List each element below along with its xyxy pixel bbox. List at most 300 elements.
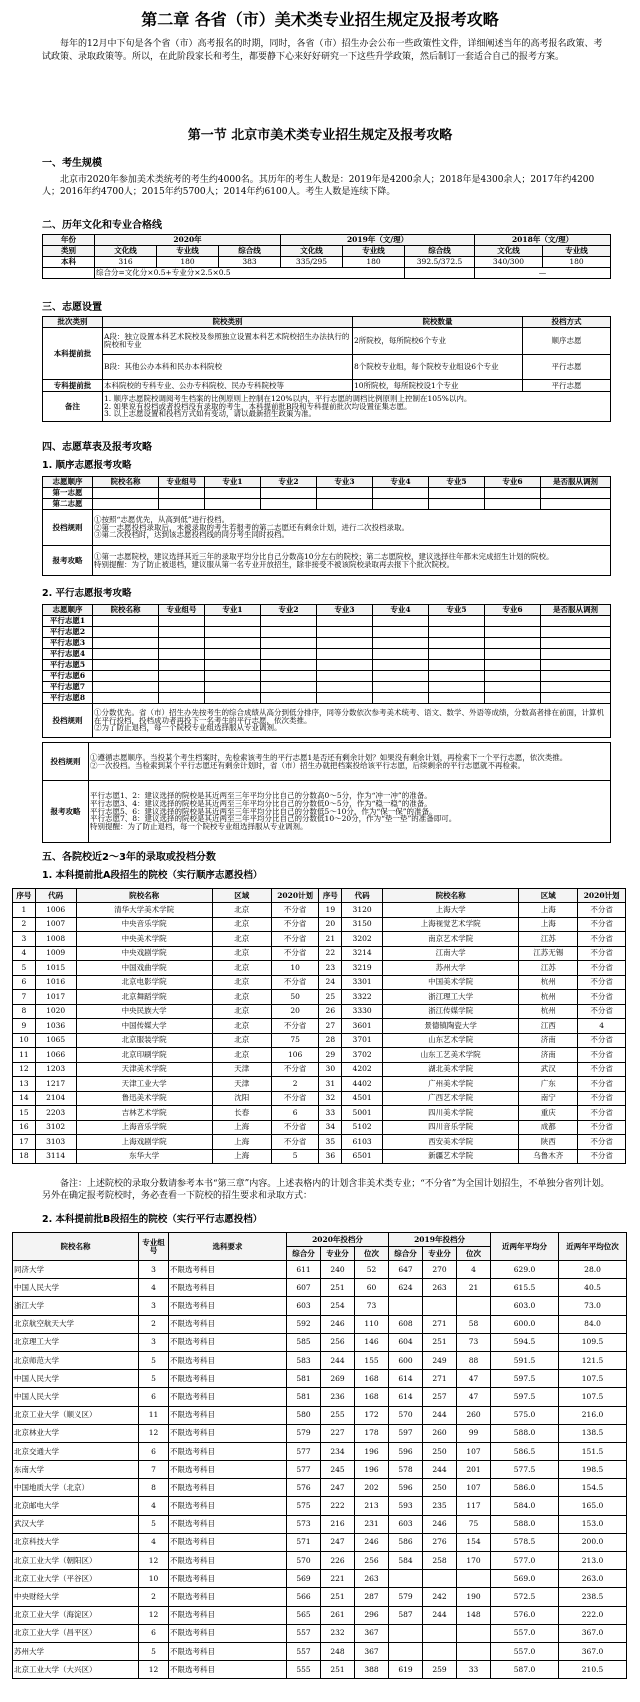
table-row <box>13 903 626 918</box>
table-cell: 重庆 <box>519 1106 578 1121</box>
table-cell: 260 <box>457 1406 491 1424</box>
table-cell: 9 <box>13 1019 36 1034</box>
table-cell: 中国人民大学 <box>13 1388 139 1406</box>
table-cell: 154 <box>457 1533 491 1551</box>
table-cell: 13 <box>13 1077 36 1092</box>
table-cell: 248 <box>321 1642 355 1660</box>
table-cell: 不限选考科目 <box>169 1461 287 1479</box>
table-cell: 569.0 <box>491 1570 559 1588</box>
table-cell: 296 <box>355 1606 389 1624</box>
table-cell: 557 <box>287 1624 321 1642</box>
table-row <box>13 1661 627 1679</box>
table-cell: 北京工业大学（平谷区） <box>13 1570 139 1588</box>
table-cell: 581 <box>287 1370 321 1388</box>
table-header-cell: 专业3 <box>317 605 373 616</box>
table-cell: 不限选考科目 <box>169 1588 287 1606</box>
row-label: 平行志愿5 <box>43 660 93 671</box>
table-cell: 6 <box>139 1442 169 1460</box>
table-cell: 上海 <box>212 1149 271 1164</box>
table-cell: 259 <box>423 1661 457 1679</box>
table-cell: 565 <box>287 1606 321 1624</box>
table-cell: 107.5 <box>559 1370 627 1388</box>
table-cell: 1017 <box>35 990 76 1005</box>
table-row <box>13 1297 627 1315</box>
table-cell: 3202 <box>342 932 383 947</box>
batch-a-note: 备注：上述院校的录取分数请参考本书“第三章”内容。上述表格内的计划含非美术类专业；“不分省”为全国计划招生，不单独分省列计划。另外在确定报考院校时，务必查看一下院校的招生要求和录取方式： <box>42 1179 610 1201</box>
table-cell: 上海 <box>212 1120 271 1135</box>
chapter-title: 第二章 各省（市）美术类专业招生规定及报考攻略 <box>141 10 499 29</box>
table-cell: 577 <box>287 1461 321 1479</box>
table-cell: 乌鲁木齐 <box>519 1149 578 1164</box>
table-cell: 4 <box>139 1279 169 1297</box>
table-cell: 中国人民大学 <box>13 1279 139 1297</box>
table-cell: 579 <box>389 1588 423 1606</box>
table-cell: 28 <box>319 1033 342 1048</box>
table-cell: 成都 <box>519 1120 578 1135</box>
table-cell: 不分省 <box>578 961 626 976</box>
table-row <box>13 1077 626 1092</box>
table-cell: 2 <box>271 1077 319 1092</box>
table-cell: 广东 <box>519 1077 578 1092</box>
header-2019: 2019年（文/理） <box>281 235 475 246</box>
table-cell: 不限选考科目 <box>169 1606 287 1624</box>
table-cell: 上海音乐学院 <box>76 1120 212 1135</box>
table-cell: 110 <box>355 1315 389 1333</box>
table-cell: 570 <box>287 1552 321 1570</box>
table-row <box>43 638 611 649</box>
table-cell: 246 <box>321 1315 355 1333</box>
table-cell: 216.0 <box>559 1406 627 1424</box>
table-cell: 山东工艺美术学院 <box>383 1048 519 1063</box>
table-cell: 4 <box>457 1261 491 1279</box>
table-cell: 250 <box>423 1479 457 1497</box>
table-cell: 1006 <box>35 903 76 918</box>
table-cell: 1203 <box>35 1062 76 1077</box>
table-cell: 不限选考科目 <box>169 1279 287 1297</box>
table-cell: 190 <box>457 1588 491 1606</box>
table-cell: 221 <box>321 1570 355 1588</box>
table-cell: 50 <box>271 990 319 1005</box>
table-row <box>13 932 626 947</box>
row-label: 平行志愿6 <box>43 671 93 682</box>
table-cell: 4402 <box>342 1077 383 1092</box>
table-cell: 不分省 <box>578 917 626 932</box>
table-cell: 165.0 <box>559 1497 627 1515</box>
table-cell: 陕西 <box>519 1135 578 1150</box>
table-cell: 584.0 <box>491 1497 559 1515</box>
parallel-draft-table: 志愿顺序 院校名称 专业组号 专业1 专业2 专业3 专业4 专业5 专业6 是否服从调剂 平行志愿1 平行志愿2 平行志愿3 平行志愿4 平行志愿5 平行志愿6 平行志愿7 平行志愿8 投档规则 ①分数优先。省（市）招生办先按考生的综合成绩从高分到低分排序，同等分数依次参考美术统考、语文、数学、外语等成绩，分数高者排在前面，计算机在平行投档，投档成功者再投下一名考生的平行志愿，依次类推。 ②为了防止退档，每一个院校专业组选择服从专业调剂。 <box>42 604 611 738</box>
table-cell: 16 <box>13 1120 36 1135</box>
table-cell: 251 <box>321 1588 355 1606</box>
table-cell: 不限选考科目 <box>169 1661 287 1679</box>
table-cell: 北京 <box>212 1019 271 1034</box>
table-cell: 15 <box>13 1106 36 1121</box>
table-cell: 58 <box>457 1315 491 1333</box>
table-cell: 588.0 <box>491 1515 559 1533</box>
table-cell: 251 <box>423 1333 457 1351</box>
table-cell: 中国人民大学 <box>13 1370 139 1388</box>
table-cell: 232 <box>321 1624 355 1642</box>
table-cell: 106 <box>271 1048 319 1063</box>
table-cell: 597 <box>389 1424 423 1442</box>
table-cell: 611 <box>287 1261 321 1279</box>
table-cell: 12 <box>139 1552 169 1570</box>
table-cell: 2 <box>13 917 36 932</box>
table-row <box>13 1062 626 1077</box>
table-cell: 84.0 <box>559 1315 627 1333</box>
table-cell: 200.0 <box>559 1533 627 1551</box>
table-cell: 608 <box>389 1315 423 1333</box>
table-cell: 624 <box>389 1279 423 1297</box>
table-cell: 73 <box>457 1333 491 1351</box>
table-header-cell: 专业5 <box>429 477 485 488</box>
table-cell: 不分省 <box>578 1048 626 1063</box>
table-cell: 不限选考科目 <box>169 1533 287 1551</box>
heading-draft-form: 四、志愿草表及报考攻略 <box>42 442 152 453</box>
table-cell: 山东艺术学院 <box>383 1033 519 1048</box>
table-cell: 20 <box>319 917 342 932</box>
table-cell: 江西 <box>519 1019 578 1034</box>
table-cell: 4 <box>13 946 36 961</box>
table-cell: 不分省 <box>271 1091 319 1106</box>
table-cell: 594.5 <box>491 1333 559 1351</box>
heading-score-lines: 二、历年文化和专业合格线 <box>42 220 162 231</box>
table-cell: 579 <box>287 1424 321 1442</box>
table-cell: 29 <box>319 1048 342 1063</box>
table-cell: 32 <box>319 1091 342 1106</box>
table-cell: 上海 <box>212 1135 271 1150</box>
table-cell: 不分省 <box>578 1077 626 1092</box>
table-cell: 583 <box>287 1351 321 1369</box>
table-cell: 天津工业大学 <box>76 1077 212 1092</box>
table-cell <box>389 1642 423 1660</box>
table-cell: 8 <box>139 1479 169 1497</box>
table-cell: 23 <box>319 961 342 976</box>
table-row <box>13 1315 627 1333</box>
table-cell: 257 <box>423 1388 457 1406</box>
table-cell: 不分省 <box>578 1120 626 1135</box>
table-cell: 不限选考科目 <box>169 1515 287 1533</box>
table-row <box>13 1004 626 1019</box>
table-cell: 21 <box>319 932 342 947</box>
table-cell: 250 <box>423 1442 457 1460</box>
table-header-cell: 专业2 <box>261 477 317 488</box>
table-header-cell: 志愿顺序 <box>43 477 93 488</box>
table-cell: 北京工业大学（大兴区） <box>13 1661 139 1679</box>
table-row <box>13 1442 627 1460</box>
table-cell: 6 <box>13 975 36 990</box>
table-cell: 不分省 <box>578 1091 626 1106</box>
table-header-cell: 区域 <box>212 889 271 903</box>
table-row <box>13 1106 626 1121</box>
table-row <box>13 1570 627 1588</box>
table-row <box>13 1515 627 1533</box>
table-row <box>13 961 626 976</box>
table-cell: 629.0 <box>491 1261 559 1279</box>
table-cell: 21 <box>457 1279 491 1297</box>
table-row <box>13 1370 627 1388</box>
table-cell: 584 <box>389 1552 423 1570</box>
table-cell: 40.5 <box>559 1279 627 1297</box>
table-cell: 不分省 <box>578 946 626 961</box>
table-cell: 580 <box>287 1406 321 1424</box>
row-label: 平行志愿7 <box>43 682 93 693</box>
table-cell: 西安美术学院 <box>383 1135 519 1150</box>
table-row <box>13 1624 627 1642</box>
table-cell: 北京交通大学 <box>13 1442 139 1460</box>
table-cell <box>389 1624 423 1642</box>
table-cell: 151.5 <box>559 1442 627 1460</box>
table-row <box>13 1388 627 1406</box>
table-header-cell: 2020计划 <box>578 889 626 903</box>
table-cell: 367 <box>355 1642 389 1660</box>
table-cell: 222 <box>321 1497 355 1515</box>
table-cell: 146 <box>355 1333 389 1351</box>
table-row <box>13 1588 627 1606</box>
table-cell: 615.5 <box>491 1279 559 1297</box>
table-cell: 北京 <box>212 961 271 976</box>
table-cell: 109.5 <box>559 1333 627 1351</box>
table-cell: 2104 <box>35 1091 76 1106</box>
table-cell: 中央财经大学 <box>13 1588 139 1606</box>
table-cell: 153.0 <box>559 1515 627 1533</box>
table-cell: 不限选考科目 <box>169 1261 287 1279</box>
table-cell: 不限选考科目 <box>169 1624 287 1642</box>
table-cell: 168 <box>355 1370 389 1388</box>
table-cell: 中国戏曲学院 <box>76 961 212 976</box>
table-cell: 北京 <box>212 903 271 918</box>
table-cell: 28.0 <box>559 1261 627 1279</box>
table-cell: 北京 <box>212 975 271 990</box>
table-cell: 603.0 <box>491 1297 559 1315</box>
table-cell: 6103 <box>342 1135 383 1150</box>
table-header-cell: 专业5 <box>429 605 485 616</box>
table-cell: 138.5 <box>559 1424 627 1442</box>
table-cell: 11 <box>139 1406 169 1424</box>
row-label: 平行志愿1 <box>43 616 93 627</box>
table-cell: 586.0 <box>491 1479 559 1497</box>
section-title: 第一节 北京市美术类专业招生规定及报考攻略 <box>187 128 453 143</box>
table-cell: 不分省 <box>271 917 319 932</box>
table-cell: 北京服装学院 <box>76 1033 212 1048</box>
table-cell: 210.5 <box>559 1661 627 1679</box>
table-cell: 5001 <box>342 1106 383 1121</box>
table-cell: 武汉 <box>519 1062 578 1077</box>
table-row <box>13 1048 626 1063</box>
table-cell: 上海 <box>519 903 578 918</box>
table-cell: 长春 <box>212 1106 271 1121</box>
table-cell: 江南大学 <box>383 946 519 961</box>
heading-batch-b: 2. 本科提前批B段招生的院校（实行平行志愿投档） <box>42 1214 263 1225</box>
table-cell: 575 <box>287 1497 321 1515</box>
table-cell: 3301 <box>342 975 383 990</box>
table-cell: 236 <box>321 1388 355 1406</box>
table-cell: 不限选考科目 <box>169 1351 287 1369</box>
table-cell: 5 <box>139 1642 169 1660</box>
table-cell: 杭州 <box>519 990 578 1005</box>
table-cell: 99 <box>457 1424 491 1442</box>
table-cell: 浙江大学 <box>13 1297 139 1315</box>
table-cell <box>457 1624 491 1642</box>
table-cell: 北京 <box>212 917 271 932</box>
table-row <box>13 1479 627 1497</box>
table-cell: 不限选考科目 <box>169 1333 287 1351</box>
table-cell: 75 <box>271 1033 319 1048</box>
batch-b-table: 院校名称 专业组号 选科要求 2020年投档分 2019年投档分 近两年平均分 近两年平均位次 综合分 专业分 位次 综合分 专业分 位次 同济大学 3 不限选考科目 611 240 52 647 270 4 629.0 28.0 中国人民大学 4 不限选考科目 607 251 60 624 263 21 615.5 40.5 浙江大学 3 不限选考科目 603 254 73 603.0 73.0 北京航空航天大学 2 不限选考科目 592 246 110 608 271 58 600.0 84.0 北京理工大学 3 不限选考科目 585 256 146 604 251 73 594.5 109.5 北京师范大学 5 不限选考科目 583 244 155 600 249 88 591.5 121.5 中国人民大学 5 不限选考科目 581 269 168 614 271 47 597.5 107.5 中国人民大学 6 不限选考科目 581 236 168 614 257 47 597.5 107.5 北京工业大学（顺义区） 11 不限选考科目 580 255 172 570 244 260 575.0 216.0 北京林业大学 12 不限选考科目 579 227 178 597 260 99 588.0 138.5 北京交通大学 6 不限选考科目 577 234 196 596 250 107 586.5 151.5 东南大学 7 不限选考科目 577 245 196 578 244 201 577.5 198.5 中国地质大学（北京） 8 不限选考科目 576 247 202 596 250 107 586.0 154.5 北京邮电大学 4 不限选考科目 575 222 213 593 235 117 584.0 165.0 武汉大学 5 不限选考科目 573 216 231 603 246 75 588.0 153.0 北京科技大学 4 不限选考科目 571 247 246 586 276 154 578.5 200.0 北京工业大学（朝阳区） 12 不限选考科目 570 226 256 584 258 170 577.0 213.0 北京工业大学（平谷区） 10 不限选考科目 569 221 263 569.0 263.0 中央财经大学 2 不限选考科目 566 251 287 579 242 190 572.5 238.5 北京工业大学（海淀区） 12 不限选考科目 565 261 296 587 244 148 576.0 222.0 北京工业大学（昌平区） 6 不限选考科目 557 232 367 557.0 367.0 苏州大学 5 不限选考科目 557 248 367 557.0 367.0 北京工业大学（大兴区） 12 不限选考科目 555 251 388 619 259 33 587.0 210.5 <box>12 1232 627 1679</box>
table-cell: 577.5 <box>491 1461 559 1479</box>
table-row <box>13 1424 627 1442</box>
table-cell: 12 <box>139 1424 169 1442</box>
table-cell: 367 <box>355 1624 389 1642</box>
table-cell: 北京 <box>212 990 271 1005</box>
table-header-cell: 代码 <box>342 889 383 903</box>
table-cell: 597.5 <box>491 1388 559 1406</box>
table-cell: 6501 <box>342 1149 383 1164</box>
table-cell: 北京 <box>212 1048 271 1063</box>
table-cell: 北京 <box>212 1004 271 1019</box>
table-header-cell: 专业1 <box>205 477 261 488</box>
table-cell: 不分省 <box>578 1135 626 1150</box>
table-cell: 沈阳 <box>212 1091 271 1106</box>
table-cell: 231 <box>355 1515 389 1533</box>
batch-a-table <box>12 888 626 1164</box>
table-cell: 不限选考科目 <box>169 1570 287 1588</box>
table-cell: 北京师范大学 <box>13 1351 139 1369</box>
table-cell: 3330 <box>342 1004 383 1019</box>
table-cell <box>423 1570 457 1588</box>
table-cell: 不分省 <box>271 903 319 918</box>
table-cell: 107 <box>457 1442 491 1460</box>
table-cell: 4 <box>578 1019 626 1034</box>
table-cell: 不分省 <box>271 1120 319 1135</box>
table-row <box>13 1497 627 1515</box>
table-cell: 148 <box>457 1606 491 1624</box>
table-cell: 吉林艺术学院 <box>76 1106 212 1121</box>
table-cell: 3102 <box>35 1120 76 1135</box>
table-cell: 27 <box>319 1019 342 1034</box>
table-cell: 3150 <box>342 917 383 932</box>
table-cell: 24 <box>319 975 342 990</box>
table-cell: 6 <box>139 1388 169 1406</box>
table-cell: 不分省 <box>271 932 319 947</box>
table-cell: 济南 <box>519 1048 578 1063</box>
table-header-cell: 专业4 <box>373 605 429 616</box>
row-label: 平行志愿2 <box>43 627 93 638</box>
table-cell: 557.0 <box>491 1624 559 1642</box>
table-cell: 592 <box>287 1315 321 1333</box>
table-row <box>13 1091 626 1106</box>
table-cell <box>423 1297 457 1315</box>
table-cell: 244 <box>423 1606 457 1624</box>
table-cell: 不分省 <box>578 1033 626 1048</box>
table-cell: 3214 <box>342 946 383 961</box>
table-row <box>13 1033 626 1048</box>
table-cell: 596 <box>389 1442 423 1460</box>
table-cell <box>457 1297 491 1315</box>
table-cell: 7 <box>139 1461 169 1479</box>
heading-scale: 一、考生规模 <box>42 158 102 169</box>
table-cell: 新疆艺术学院 <box>383 1149 519 1164</box>
table-cell: 不分省 <box>578 903 626 918</box>
table-cell: 216 <box>321 1515 355 1533</box>
table-row <box>13 1552 627 1570</box>
table-cell: 5 <box>139 1370 169 1388</box>
table-cell: 江苏 <box>519 932 578 947</box>
table-cell: 155 <box>355 1351 389 1369</box>
scale-paragraph: 北京市2020年参加美术类统考的考生约4000名。其历年的考生人数是：2019年是4200余人；2018年是4300余人；2017年约4200人；2016年约4700人；2015年约5700人；2014年约6100人。考生人数是连续下降。 <box>42 175 595 197</box>
table-cell: 172 <box>355 1406 389 1424</box>
table-cell: 4202 <box>342 1062 383 1077</box>
table-cell: 6 <box>271 1106 319 1121</box>
table-row <box>13 1533 627 1551</box>
table-cell: 577 <box>287 1442 321 1460</box>
table-cell: 4 <box>139 1497 169 1515</box>
table-header-cell: 专业6 <box>485 477 541 488</box>
table-cell: 557 <box>287 1642 321 1660</box>
table-cell: 5 <box>139 1515 169 1533</box>
table-cell: 569 <box>287 1570 321 1588</box>
table-cell: 575.0 <box>491 1406 559 1424</box>
volunteer-setup-table: 批次类别 院校类别 院校数量 投档方式 本科提前批 A段：独立设置本科艺术院校及参照独立设置本科艺术院校招生办法执行的院校和专业 2所院校，每所院校6个专业 顺序志愿 B段：其他公办本科和民办本科院校 8个院校专业组，每个院校专业组设6个专业 平行志愿 专科提前批 本科院校的专科专业、公办专科院校、民办专科院校等 10所院校，每所院校设1个专业 平行志愿 备注 1. 顺序志愿院校调阅考生档案的比例原则上控制在120%以内，平行志愿的调档比例原则上控制在105%以内。 2. 如果说有投档或者投档没有录取的考生，本科提前批B段和专科提前批次均设置征集志愿。 3. 以上志愿设置和投档方式如有变动，请以最新招生政策为准。 <box>42 316 611 422</box>
table-cell: 600.0 <box>491 1315 559 1333</box>
table-header-cell: 专业2 <box>261 605 317 616</box>
table-cell: 同济大学 <box>13 1261 139 1279</box>
table-cell: 555 <box>287 1661 321 1679</box>
table-cell: 上海 <box>519 917 578 932</box>
table-header-cell: 是否服从调剂 <box>541 605 611 616</box>
table-cell: 269 <box>321 1370 355 1388</box>
table-header-cell: 代码 <box>35 889 76 903</box>
sequential-draft-table: 志愿顺序 院校名称 专业组号 专业1 专业2 专业3 专业4 专业5 专业6 是否服从调剂 第一志愿 第二志愿 投档规则 ①按照“志愿优先，从高到低”进行投档。 ②第一志愿投档录取后，未被录取的考生若报考的第二志愿还有剩余计划，进行二次投档录取。 ③第二次投档时，达到该志愿投档线的同分考生同时投档。 报考攻略 ①第一志愿院校，建议选择其近三年的录取平均分比自己分数高10分左右的院校；第二志愿院校，建议选择往年都未完成招生计划的院校。 特别提醒：为了防止被退档，建议服从第一名专业开放招生，除非接受不被该院校录取再去报下个批次院校。 <box>42 476 611 576</box>
table-cell: 3114 <box>35 1149 76 1164</box>
table-cell: 619 <box>389 1661 423 1679</box>
table-cell: 天津 <box>212 1062 271 1077</box>
table-cell: 不限选考科目 <box>169 1297 287 1315</box>
table-cell: 11 <box>13 1048 36 1063</box>
table-cell: 566 <box>287 1588 321 1606</box>
table-cell: 246 <box>423 1515 457 1533</box>
table-cell: 2203 <box>35 1106 76 1121</box>
table-cell <box>389 1297 423 1315</box>
table-cell: 213.0 <box>559 1552 627 1570</box>
table-cell: 江苏无锡 <box>519 946 578 961</box>
table-cell: 3 <box>139 1333 169 1351</box>
table-cell: 168 <box>355 1388 389 1406</box>
table-cell: 1008 <box>35 932 76 947</box>
table-cell: 天津 <box>212 1077 271 1092</box>
table-cell: 603 <box>287 1297 321 1315</box>
table-row <box>13 917 626 932</box>
table-cell: 中央民族大学 <box>76 1004 212 1019</box>
table-cell: 576 <box>287 1479 321 1497</box>
table-cell: 154.5 <box>559 1479 627 1497</box>
table-cell: 1 <box>13 903 36 918</box>
table-cell: 75 <box>457 1515 491 1533</box>
table-cell: 213 <box>355 1497 389 1515</box>
table-cell: 中国传媒大学 <box>76 1019 212 1034</box>
table-cell: 不分省 <box>578 990 626 1005</box>
table-cell: 585 <box>287 1333 321 1351</box>
table-row <box>13 1019 626 1034</box>
table-cell: 1065 <box>35 1033 76 1048</box>
table-cell: 263.0 <box>559 1570 627 1588</box>
row-label: 平行志愿3 <box>43 638 93 649</box>
table-cell: 湖北美术学院 <box>383 1062 519 1077</box>
heading-batch-a: 1. 本科提前批A段招生的院校（实行顺序志愿投档） <box>42 870 263 881</box>
table-cell: 3 <box>13 932 36 947</box>
table-cell: 578.5 <box>491 1533 559 1551</box>
table-row <box>13 1351 627 1369</box>
